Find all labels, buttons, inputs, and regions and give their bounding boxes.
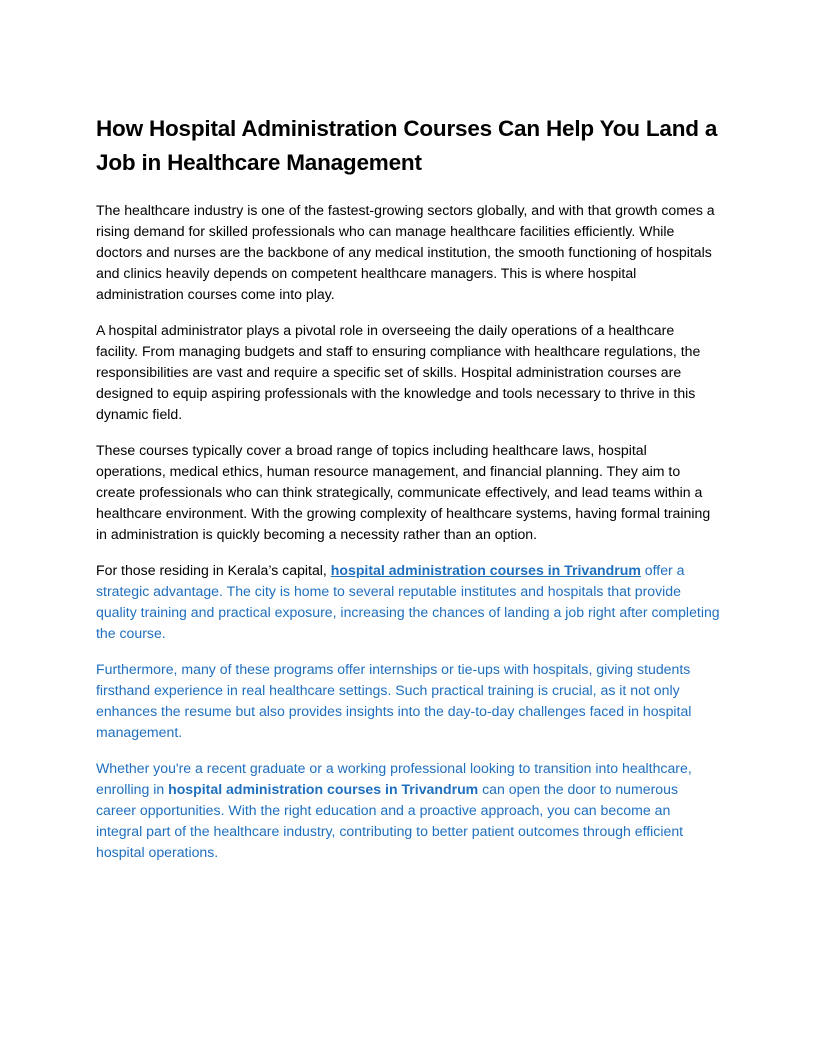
paragraph-conclusion-prefix: Whether you're a recent graduate or a working professional looking to transition into healthcare, enrolling in	[96, 760, 692, 797]
paragraph-trivandrum-suffix: offer a strategic advantage. The city is home to several reputable institutes and hospitals that provide quality training and practical exposure, increasing the chances of landing a job right after completing the course.	[96, 562, 720, 641]
paragraph-trivandrum-prefix: For those residing in Kerala’s capital,	[96, 562, 331, 578]
trivandrum-courses-link[interactable]: hospital administration courses in Trivandrum	[330, 562, 641, 578]
paragraph-trivandrum	[96, 560, 720, 644]
trivandrum-courses-bold-text: hospital administration courses in Trivandrum	[168, 781, 479, 797]
paragraph-conclusion	[96, 758, 720, 863]
paragraph-conclusion-suffix: can open the door to numerous career opportunities. With the right education and a proactive approach, you can become an integral part of the healthcare industry, contributing to better patient outcomes through efficient hospital operations.	[96, 781, 684, 860]
page-title: How Hospital Administration Courses Can Help You Land a Job in Healthcare Management	[96, 116, 718, 175]
paragraph-internships: Furthermore, many of these programs offer internships or tie-ups with hospitals, giving students firsthand experience in real healthcare settings. Such practical training is crucial, as it not only enhances the resume but also provides insights into the day-to-day challenges faced in hospital management.	[96, 661, 692, 740]
document-page	[96, 112, 720, 878]
paragraph-course-topics: These courses typically cover a broad range of topics including healthcare laws, hospital operations, medical ethics, human resource management, and financial planning. They aim to create professionals who can think strategically, communicate effectively, and lead teams within a healthcare environment. With the growing complexity of healthcare systems, having formal training in administration is quickly becoming a necessity rather than an option.	[96, 442, 711, 542]
paragraph-intro: The healthcare industry is one of the fastest-growing sectors globally, and with that growth comes a rising demand for skilled professionals who can manage healthcare facilities efficiently. While doctors and nurses are the backbone of any medical institution, the smooth functioning of hospitals and clinics heavily depends on competent healthcare managers. This is where hospital administration courses come into play.	[96, 202, 715, 302]
paragraph-administrator-role: A hospital administrator plays a pivotal role in overseeing the daily operations of a healthcare facility. From managing budgets and staff to ensuring compliance with healthcare regulations, the responsibilities are vast and require a specific set of skills. Hospital administration courses are designed to equip aspiring professionals with the knowledge and tools necessary to thrive in this dynamic field.	[96, 322, 701, 422]
